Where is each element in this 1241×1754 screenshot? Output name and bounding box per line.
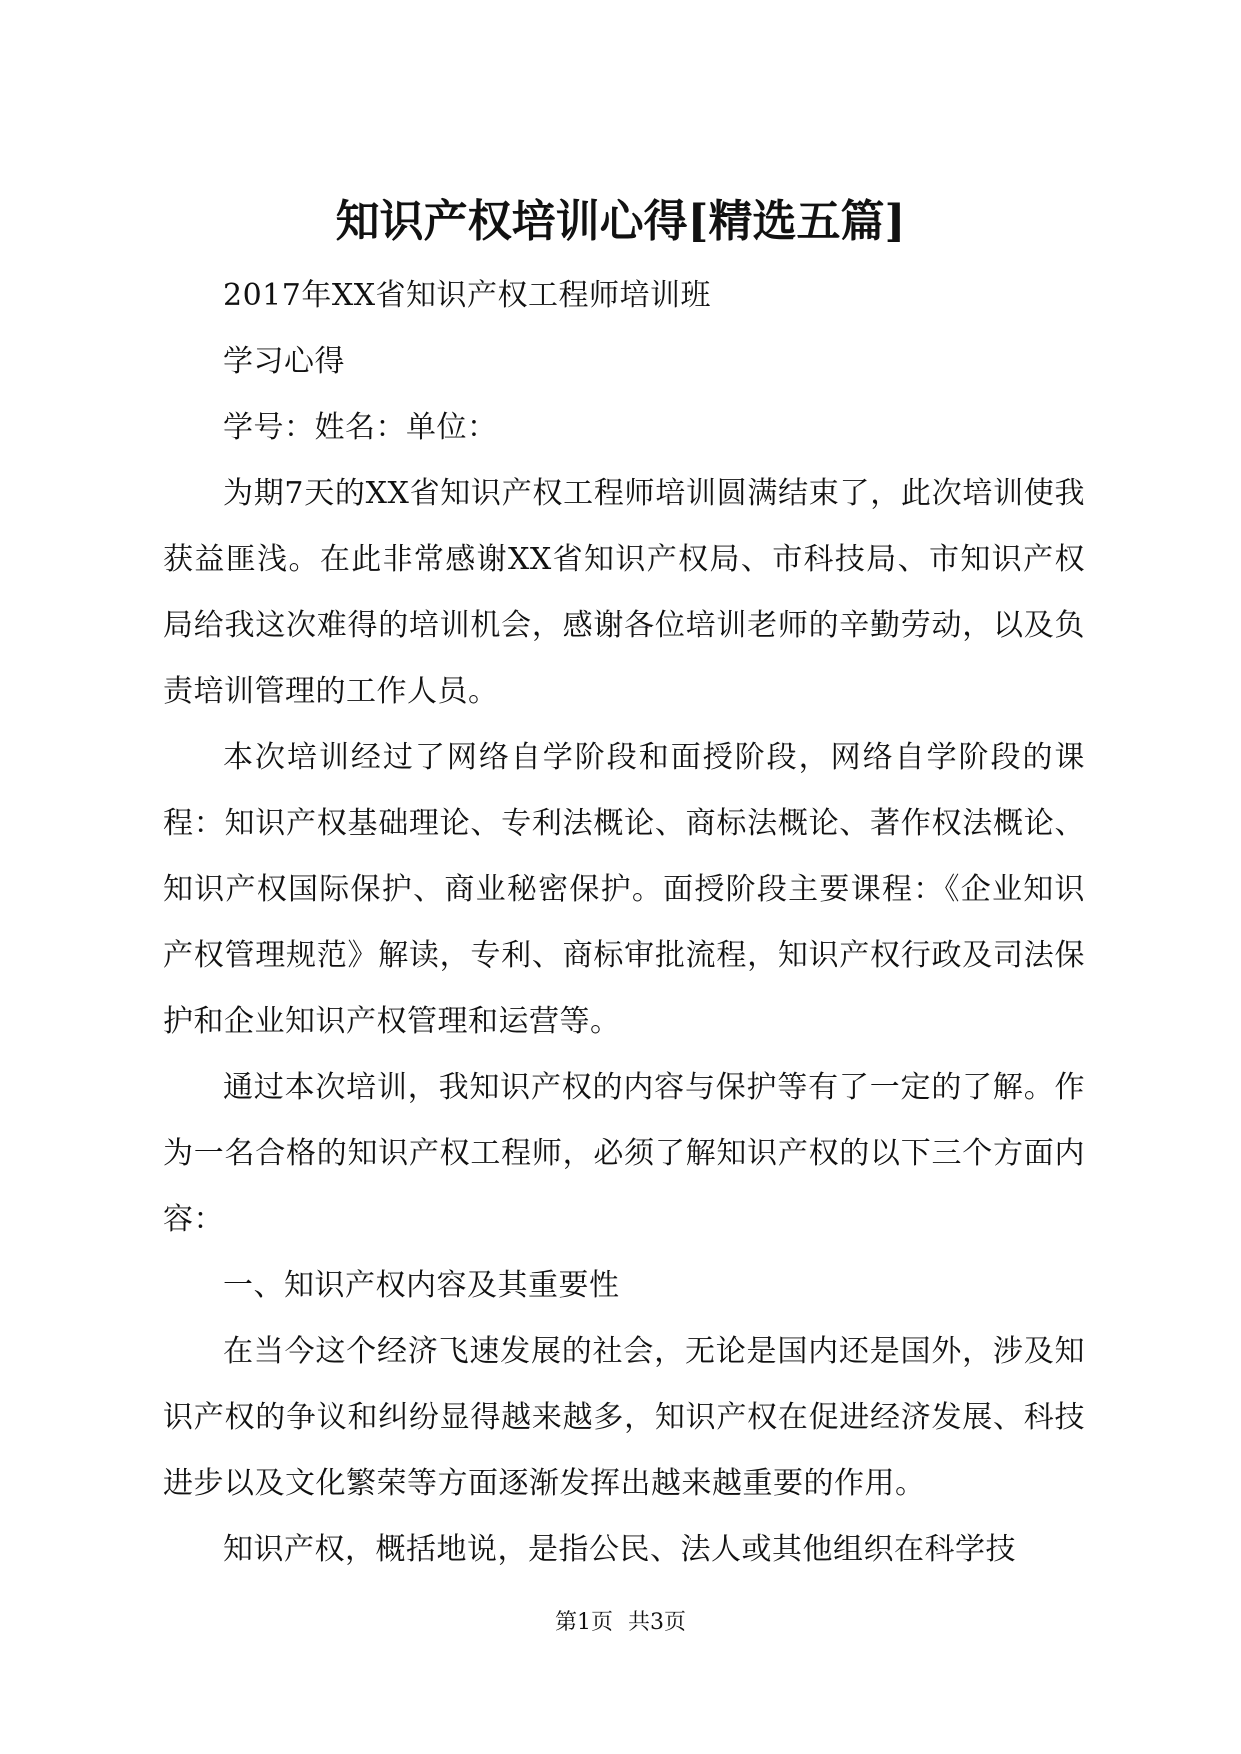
document-body xyxy=(163,263,1085,1583)
paragraph: 通过本次培训，我知识产权的内容与保护等有了一定的了解。作为一名合格的知识产权工程师，必须了解知识产权的以下三个方面内容： xyxy=(163,1070,1085,1237)
subtitle-line: 学习心得 xyxy=(223,344,345,379)
paragraph: 在当今这个经济飞速发展的社会，无论是国内还是国外，涉及知识产权的争议和纠纷显得越来越多，知识产权在促进经济发展、科技进步以及文化繁荣等方面逐渐发挥出越来越重要的作用。 xyxy=(163,1334,1085,1501)
document-title: 知识产权培训心得[精选五篇] xyxy=(335,196,906,247)
course-line: 2017年XX省知识产权工程师培训班 xyxy=(223,278,712,313)
page-number: 第1页 xyxy=(555,1610,613,1635)
total-pages: 共3页 xyxy=(628,1610,686,1635)
paragraph: 本次培训经过了网络自学阶段和面授阶段，网络自学阶段的课程：知识产权基础理论、专利法概论、商标法概论、著作权法概论、知识产权国际保护、商业秘密保护。面授阶段主要课程：《企业知识产权管理规范》解读，专利、商标审批流程，知识产权行政及司法保护和企业知识产权管理和运营等。 xyxy=(163,740,1085,1039)
paragraph: 知识产权，概括地说，是指公民、法人或其他组织在科学技 xyxy=(223,1532,1016,1567)
section-heading: 一、知识产权内容及其重要性 xyxy=(223,1268,620,1303)
paragraph: 为期7天的XX省知识产权工程师培训圆满结束了，此次培训使我获益匪浅。在此非常感谢XX省知识产权局、市科技局、市知识产权局给我这次难得的培训机会，感谢各位培训老师的辛勤劳动，以及负责培训管理的工作人员。 xyxy=(163,476,1085,709)
student-info-line: 学号：姓名：单位： xyxy=(223,410,498,445)
page-footer xyxy=(0,1608,1241,1638)
